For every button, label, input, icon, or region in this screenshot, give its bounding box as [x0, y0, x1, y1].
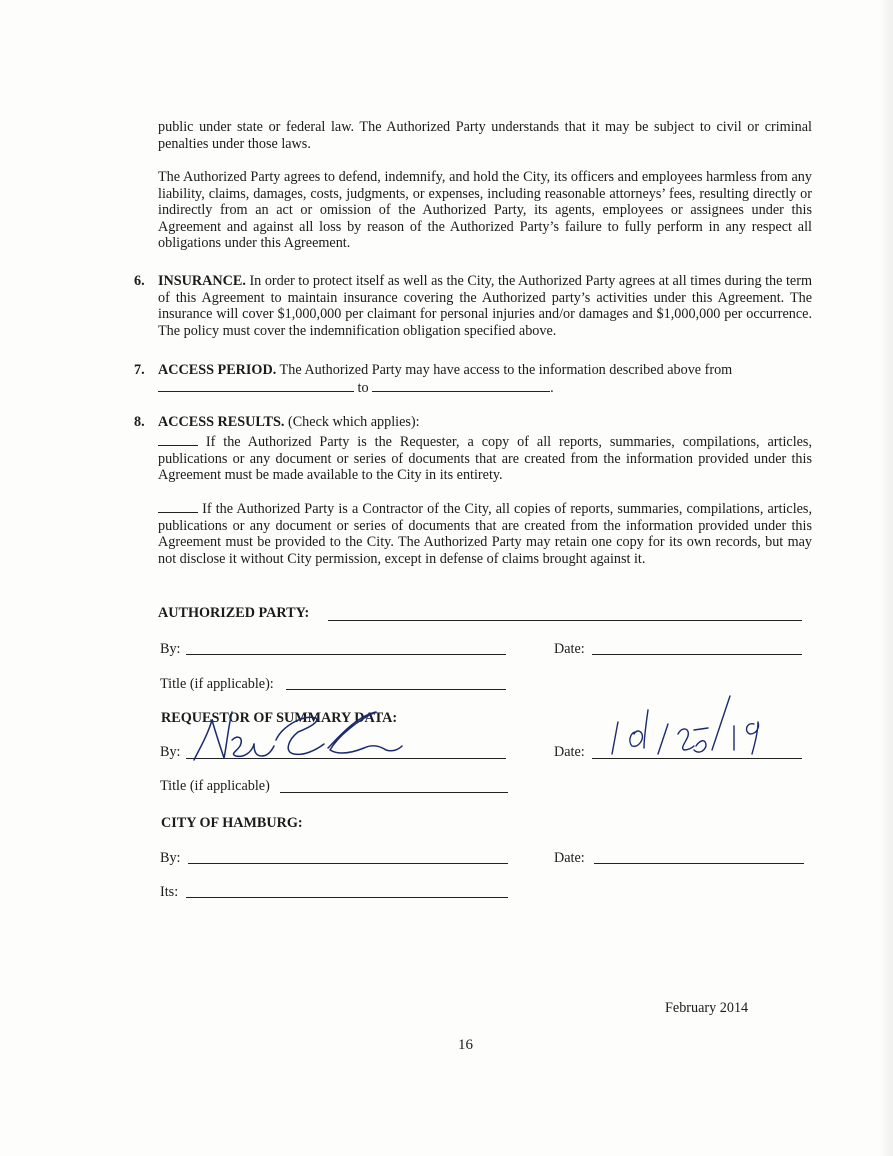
- authorized-by-label: By:: [160, 641, 181, 657]
- city-by-line[interactable]: [188, 863, 508, 864]
- authorized-by-line[interactable]: [186, 654, 506, 655]
- access-option-requester: [158, 433, 812, 484]
- authorized-date-line[interactable]: [592, 654, 802, 655]
- section-6-insurance: [158, 273, 812, 339]
- city-by-label: By:: [160, 850, 181, 866]
- city-date-label: Date:: [554, 850, 585, 866]
- section-6-text: In order to protect itself as well as the City, the Authorized Party agrees at all times during the term of this Agreement to maintain insurance covering the Authorized party’s activities under this Agreement. The insurance will cover $1,000,000 per claimant for personal injuries and/or damages and $1,000,000 per occurrence. The policy must cover the indemnification obligation specified above.: [158, 273, 812, 339]
- scan-edge-shadow: [879, 0, 893, 1156]
- indemnification-paragraph: The Authorized Party agrees to defend, indemnify, and hold the City, its officers and employees harmless from any liability, claims, damages, costs, judgments, or expenses, including reasonable attorneys’ fees, resulting directly or indirectly from an act or omission of the Authorized Party, its agents, employees or assignees under this Agreement and against all loss by reason of the Authorized Party’s failure to fully perform in any respect all obligations under this Agreement.: [158, 169, 812, 251]
- handwritten-date: [588, 690, 778, 760]
- city-date-line[interactable]: [594, 863, 804, 864]
- section-7-number: 7.: [134, 362, 145, 378]
- section-7-heading: ACCESS PERIOD.: [158, 362, 277, 378]
- requester-check-line[interactable]: [158, 433, 198, 446]
- contractor-check-line[interactable]: [158, 500, 198, 513]
- section-7-access-period: [158, 362, 812, 379]
- authorized-party-name-line[interactable]: [328, 620, 802, 621]
- section-8-heading: ACCESS RESULTS.: [158, 414, 285, 430]
- requestor-label: REQUESTOR OF SUMMARY DATA:: [161, 710, 398, 726]
- footer-date: February 2014: [665, 1000, 749, 1016]
- option-requester-text: If the Authorized Party is the Requester, a copy of all reports, summaries, compilations, articles, publications or any document or series of documents that are created from the information provided under this Agreement must be made available to the City in its entirety.: [158, 434, 812, 483]
- section-7-date-range: [158, 379, 554, 397]
- authorized-date-label: Date:: [554, 641, 585, 657]
- intro-paragraph-1: public under state or federal law. The Authorized Party understands that it may be subject to civil or criminal penalties under those laws.: [158, 119, 812, 152]
- access-option-contractor: [158, 500, 812, 567]
- authorized-title-label: Title (if applicable):: [160, 676, 274, 692]
- requestor-title-label: Title (if applicable): [160, 778, 270, 794]
- requestor-date-line[interactable]: [592, 758, 802, 759]
- period-end: .: [550, 380, 554, 396]
- section-6-heading: INSURANCE.: [158, 273, 246, 289]
- access-end-field[interactable]: [372, 379, 550, 392]
- city-its-line[interactable]: [186, 897, 508, 898]
- section-7-text: The Authorized Party may have access to the information described above from: [276, 362, 733, 378]
- option-contractor-text: If the Authorized Party is a Contractor of the City, all copies of reports, summaries, compilations, articles, publications or any document or series of documents that are created from the information provided under this Agreement must be provided to the City. The Authorized Party may retain one copy for its own records, but may not disclose it without City permission, except in defense of claims brought against it.: [158, 501, 812, 567]
- section-8-title: [158, 414, 420, 431]
- page-number: 16: [458, 1037, 473, 1053]
- requestor-by-label: By:: [160, 744, 181, 760]
- requestor-date-label: Date:: [554, 744, 585, 760]
- city-of-hamburg-label: CITY OF HAMBURG:: [161, 815, 303, 831]
- requestor-by-line[interactable]: [186, 758, 506, 759]
- section-8-note: (Check which applies):: [284, 414, 420, 430]
- access-start-field[interactable]: [158, 379, 354, 392]
- authorized-party-label: AUTHORIZED PARTY:: [158, 605, 310, 621]
- authorized-title-line[interactable]: [286, 689, 506, 690]
- section-8-number: 8.: [134, 414, 145, 430]
- section-6-number: 6.: [134, 273, 145, 289]
- to-word: to: [357, 380, 369, 396]
- city-its-label: Its:: [160, 884, 179, 900]
- requestor-title-line[interactable]: [280, 792, 508, 793]
